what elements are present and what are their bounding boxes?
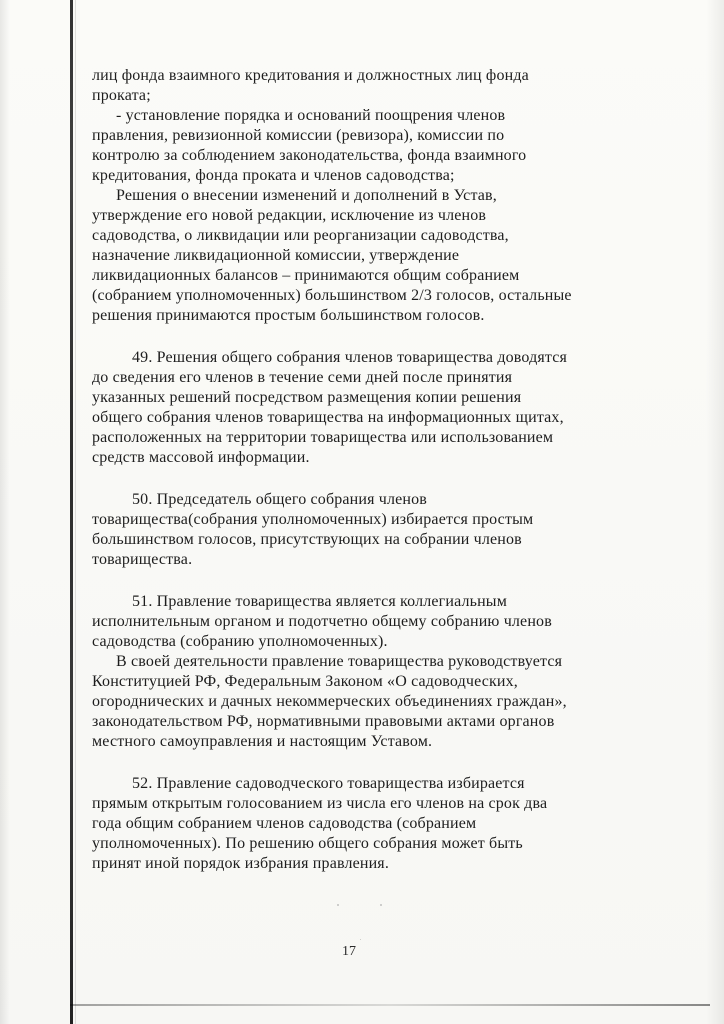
page-shadow-right [706, 0, 724, 1024]
text-line: местного самоуправления и настоящим Уставом. [92, 733, 433, 750]
binding-edge-line [70, 0, 73, 1024]
text-line: большинством голосов, присутствующих на собрании членов [92, 531, 522, 548]
text-line: 51. Правление товарищества является коллегиальным [132, 593, 508, 610]
text-line: огороднических и дачных некоммерческих объединениях граждан», [92, 693, 567, 710]
page-shadow-bottom [70, 1004, 710, 1006]
text-line: ликвидационных балансов – принимаются общим собранием [92, 267, 520, 284]
text-line: товарищества. [92, 551, 193, 568]
paragraph-gap [92, 752, 597, 774]
text-line: проката; [92, 87, 151, 104]
text-line: уполномоченных). По решению общего собрания может быть [92, 835, 523, 852]
text-line: кредитования, фонда проката и членов садоводства; [92, 167, 455, 184]
text-line: принят иной порядок избрания правления. [92, 855, 389, 872]
text-line: 49. Решения общего собрания членов товарищества доводятся [132, 349, 568, 366]
text-line: - установление порядка и оснований поощрения членов [116, 107, 506, 124]
text-line: года общим собранием членов садоводства (собранием [92, 815, 477, 832]
text-line: 52. Правление садоводческого товарищества избирается [132, 775, 525, 792]
page-number: 17 [342, 944, 356, 959]
text-line: Конституцией РФ, Федеральным Законом «О садоводческих, [92, 673, 518, 690]
text-line: 50. Председатель общего собрания членов [132, 491, 428, 508]
text-line: правления, ревизионной комиссии (ревизора), комиссии по [92, 127, 505, 144]
text-line: товарищества(собрания уполномоченных) избирается простым [92, 511, 534, 528]
text-line: до сведения его членов в течение семи дней после принятия [92, 369, 513, 386]
text-line: Решения о внесении изменений и дополнений в Устав, [116, 187, 497, 204]
scan-speck [380, 904, 382, 906]
text-line: указанных решений посредством размещения копии решения [92, 389, 522, 406]
scan-speck [360, 939, 361, 940]
text-line: контролю за соблюдением законодательства, фонда взаимного [92, 147, 527, 164]
text-line: решения принимаются простым большинством голосов. [92, 307, 485, 324]
text-line: законодательством РФ, нормативными правовыми актами органов [92, 713, 555, 730]
text-line: общего собрания членов товарищества на информационных щитах, [92, 409, 564, 426]
text-line: В своей деятельности правление товарищества руководствуется [116, 653, 563, 670]
text-line: садоводства, о ликвидации или реорганизации садоводства, [92, 227, 509, 244]
text-line: средств массовой информации. [92, 449, 310, 466]
text-line: назначение ликвидационной комиссии, утверждение [92, 247, 460, 264]
paragraph-gap [92, 570, 597, 592]
text-line: утверждение его новой редакции, исключение из членов [92, 207, 487, 224]
text-line: (собранием уполномоченных) большинством 2/3 голосов, остальные [92, 287, 572, 304]
scan-speck [337, 904, 339, 906]
text-line: садоводства (собранию уполномоченных). [92, 633, 388, 650]
text-line: расположенных на территории товарищества или использованием [92, 429, 554, 446]
text-line: прямым открытым голосованием из числа его членов на срок два [92, 795, 548, 812]
text-line: лиц фонда взаимного кредитования и должностных лиц фонда [92, 67, 529, 84]
paragraph-gap [92, 468, 597, 490]
paragraph-gap [92, 326, 597, 348]
text-line: исполнительным органом и подотчетно общему собранию членов [92, 613, 552, 630]
document-body [92, 66, 597, 874]
